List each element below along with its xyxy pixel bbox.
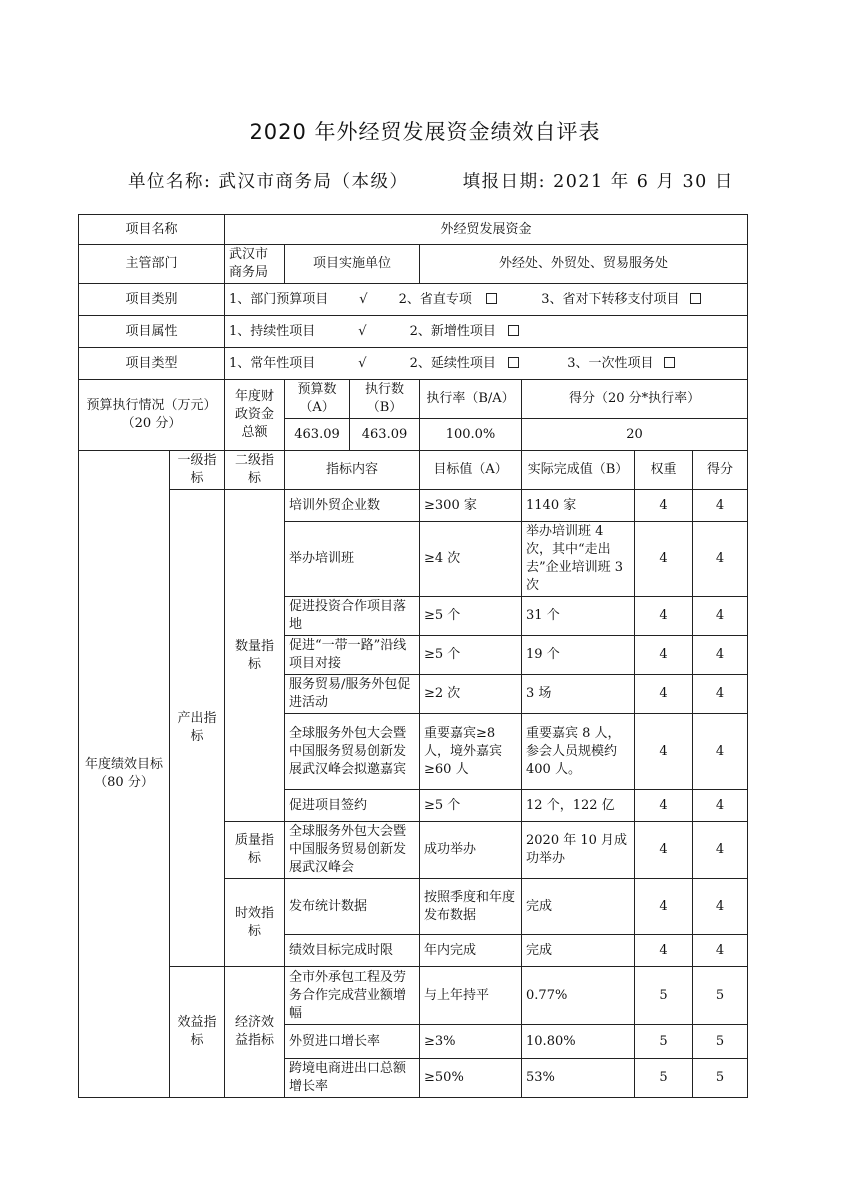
indicator-score: 4 — [693, 714, 748, 790]
indicator-content: 促进项目签约 — [285, 790, 420, 822]
checkbox-empty-icon — [486, 293, 497, 304]
indicator-actual: 重要嘉宾 8 人，参会人员规模约 400 人。 — [522, 714, 635, 790]
check-mark: √ — [358, 355, 367, 371]
indicator-content: 绩效目标完成时限 — [285, 935, 420, 967]
indicator-actual: 3 场 — [522, 675, 635, 714]
indicator-score: 5 — [693, 1059, 748, 1098]
indicator-target: ≥300 家 — [420, 490, 522, 522]
indicator-content: 举办培训班 — [285, 522, 420, 597]
indicator-target: ≥50% — [420, 1059, 522, 1098]
indicator-actual: 53% — [522, 1059, 635, 1098]
budget-col-score: 得分（20 分*执行率） — [522, 380, 748, 419]
page-title: 2020 年外经贸发展资金绩效自评表 — [249, 120, 601, 144]
type-label: 项目类型 — [79, 348, 225, 380]
dept-value: 武汉市商务局 — [225, 245, 285, 284]
indicator-score: 4 — [693, 522, 748, 597]
indicator-target: ≥4 次 — [420, 522, 522, 597]
budget-fund-label: 年度财政资金总额 — [225, 380, 285, 451]
quantity-label: 数量指标 — [225, 490, 285, 822]
indicator-weight: 5 — [635, 967, 693, 1025]
date-value: 2021 年 6 月 30 日 — [553, 172, 734, 192]
indicator-target: ≥3% — [420, 1025, 522, 1059]
budget-val-b: 463.09 — [350, 419, 420, 451]
budget-label: 预算执行情况（万元）（20 分） — [79, 380, 225, 451]
check-mark: √ — [359, 291, 368, 307]
checkbox-empty-icon — [690, 293, 701, 304]
indicator-target: ≥5 个 — [420, 790, 522, 822]
budget-val-a: 463.09 — [285, 419, 350, 451]
attr-opt2: 2、新增性项目 — [409, 323, 496, 339]
header-content: 指标内容 — [285, 451, 420, 490]
indicator-content: 促进投资合作项目落地 — [285, 597, 420, 636]
indicator-weight: 4 — [635, 790, 693, 822]
indicator-actual: 31 个 — [522, 597, 635, 636]
budget-val-rate: 100.0% — [420, 419, 522, 451]
indicator-content: 促进“一带一路”沿线项目对接 — [285, 636, 420, 675]
benefit-label: 效益指标 — [170, 967, 225, 1098]
indicator-actual: 0.77% — [522, 967, 635, 1025]
budget-col-b: 执行数（B） — [350, 380, 420, 419]
checkbox-empty-icon — [508, 357, 519, 368]
indicator-content: 全球服务外包大会暨中国服务贸易创新发展武汉峰会拟邀嘉宾 — [285, 714, 420, 790]
output-label: 产出指标 — [170, 490, 225, 967]
indicator-score: 5 — [693, 1025, 748, 1059]
indicator-actual: 2020 年 10 月成功举办 — [522, 822, 635, 879]
indicator-content: 全球服务外包大会暨中国服务贸易创新发展武汉峰会 — [285, 822, 420, 879]
indicator-score: 5 — [693, 967, 748, 1025]
indicator-content: 跨境电商进出口总额增长率 — [285, 1059, 420, 1098]
indicator-weight: 4 — [635, 714, 693, 790]
indicator-target: ≥5 个 — [420, 636, 522, 675]
indicator-content: 服务贸易/服务外包促进活动 — [285, 675, 420, 714]
header-level1: 一级指标 — [170, 451, 225, 490]
category-opt3: 3、省对下转移支付项目 — [541, 291, 680, 307]
indicator-score: 4 — [693, 636, 748, 675]
impl-unit-label: 项目实施单位 — [285, 245, 420, 284]
indicator-target: 按照季度和年度发布数据 — [420, 879, 522, 935]
category-label: 项目类别 — [79, 284, 225, 316]
indicator-actual: 完成 — [522, 935, 635, 967]
unit-label: 单位名称: — [128, 172, 212, 192]
category-opt1: 1、部门预算项目 — [229, 291, 329, 307]
indicator-target: 重要嘉宾≥8 人，境外嘉宾≥60 人 — [420, 714, 522, 790]
type-opt3: 3、一次性项目 — [567, 355, 654, 371]
project-name-value: 外经贸发展资金 — [225, 215, 748, 245]
check-mark: √ — [358, 323, 367, 339]
indicator-target: ≥5 个 — [420, 597, 522, 636]
indicator-score: 4 — [693, 490, 748, 522]
indicator-content: 培训外贸企业数 — [285, 490, 420, 522]
attr-opt1: 1、持续性项目 — [229, 323, 316, 339]
header-target: 目标值（A） — [420, 451, 522, 490]
indicator-score: 4 — [693, 879, 748, 935]
budget-val-score: 20 — [522, 419, 748, 451]
project-name-label: 项目名称 — [79, 215, 225, 245]
timeliness-label: 时效指标 — [225, 879, 285, 967]
indicator-weight: 4 — [635, 675, 693, 714]
indicator-weight: 5 — [635, 1059, 693, 1098]
indicator-score: 4 — [693, 597, 748, 636]
dept-label: 主管部门 — [79, 245, 225, 284]
header-actual: 实际完成值（B） — [522, 451, 635, 490]
indicator-weight: 4 — [635, 879, 693, 935]
form-header — [128, 168, 734, 193]
indicator-score: 4 — [693, 935, 748, 967]
budget-col-a: 预算数（A） — [285, 380, 350, 419]
indicator-actual: 19 个 — [522, 636, 635, 675]
quality-label: 质量指标 — [225, 822, 285, 879]
indicator-target: 与上年持平 — [420, 967, 522, 1025]
indicator-weight: 5 — [635, 1025, 693, 1059]
header-weight: 权重 — [635, 451, 693, 490]
impl-unit-value: 外经处、外贸处、贸易服务处 — [420, 245, 748, 284]
indicator-actual: 12 个，122 亿 — [522, 790, 635, 822]
indicator-weight: 4 — [635, 522, 693, 597]
indicator-actual: 举办培训班 4 次，其中“走出去”企业培训班 3 次 — [522, 522, 635, 597]
attr-label: 项目属性 — [79, 316, 225, 348]
indicator-actual: 10.80% — [522, 1025, 635, 1059]
indicator-content: 外贸进口增长率 — [285, 1025, 420, 1059]
perf-goal-label: 年度绩效目标（80 分） — [79, 451, 170, 1098]
indicator-actual: 1140 家 — [522, 490, 635, 522]
indicator-weight: 4 — [635, 636, 693, 675]
header-level2: 二级指标 — [225, 451, 285, 490]
economic-label: 经济效益指标 — [225, 967, 285, 1098]
indicator-weight: 4 — [635, 935, 693, 967]
evaluation-table — [78, 214, 748, 1098]
checkbox-empty-icon — [664, 357, 675, 368]
indicator-weight: 4 — [635, 822, 693, 879]
indicator-score: 4 — [693, 822, 748, 879]
header-score: 得分 — [693, 451, 748, 490]
type-options — [225, 348, 748, 380]
indicator-actual: 完成 — [522, 879, 635, 935]
indicator-score: 4 — [693, 790, 748, 822]
indicator-score: 4 — [693, 675, 748, 714]
indicator-target: 成功举办 — [420, 822, 522, 879]
checkbox-empty-icon — [508, 325, 519, 336]
indicator-target: ≥2 次 — [420, 675, 522, 714]
indicator-weight: 4 — [635, 490, 693, 522]
type-opt2: 2、延续性项目 — [409, 355, 496, 371]
type-opt1: 1、常年性项目 — [229, 355, 316, 371]
indicator-target: 年内完成 — [420, 935, 522, 967]
indicator-content: 发布统计数据 — [285, 879, 420, 935]
indicator-weight: 4 — [635, 597, 693, 636]
category-options — [225, 284, 748, 316]
budget-col-rate: 执行率（B/A） — [420, 380, 522, 419]
date-label: 填报日期: — [462, 172, 547, 192]
category-opt2: 2、省直专项 — [398, 291, 472, 307]
attr-options — [225, 316, 748, 348]
indicator-content: 全市外承包工程及劳务合作完成营业额增幅 — [285, 967, 420, 1025]
unit-value: 武汉市商务局（本级） — [218, 172, 409, 192]
